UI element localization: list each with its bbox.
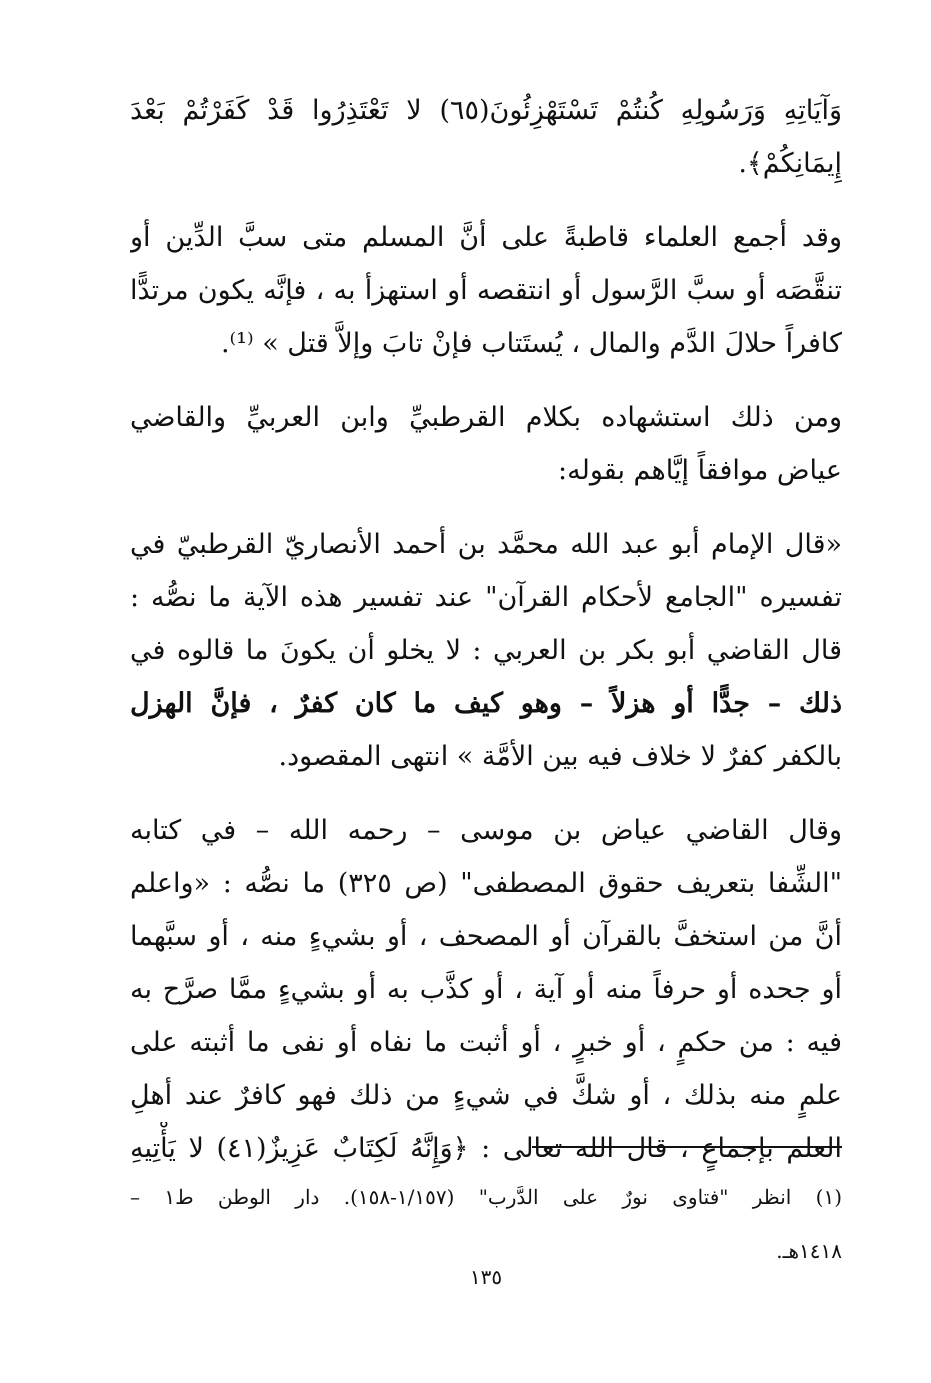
text-line: «قال الإمام أبو عبد الله محمَّد بن أحمد الأنصاريّ القرطبيّ في [130, 529, 842, 560]
text-line: "الشِّفا بتعريف حقوق المصطفى" (ص ٣٢٥) ما نصُّه : «واعلم [130, 868, 842, 899]
text-line: تنقَّصَه أو سبَّ الرَّسول أو انتقصه أو استهزأ به ، فإنَّه يكون مرتدًّا [130, 275, 842, 306]
text-line: ومن ذلك استشهاده بكلام القرطبيِّ وابن العربيِّ والقاضي [130, 402, 842, 433]
page-number: ١٣٥ [469, 1265, 503, 1289]
text-line: قال القاضي أبو بكر بن العربي : لا يخلو أن يكونَ ما قالوه في [130, 635, 842, 666]
text-line: العلم بإجماعٍ ، قال الله تعالى : ﴿وَإِنَّهُ لَكِتَابٌ عَزِيزٌ(٤١) لا يَأْتِيهِ [130, 1133, 842, 1164]
page-body [130, 84, 842, 1374]
text-line: أنَّ من استخفَّ بالقرآن أو المصحف ، أو بشيءٍ منه ، أو سبَّهما [130, 921, 842, 952]
footnote-line: ١٤١٨هـ. [776, 1239, 842, 1263]
paragraph-citation-intro [130, 391, 842, 497]
text-line: علمٍ منه بذلك ، أو شكَّ في شيءٍ من ذلك فهو كافرٌ عند أهلِ [130, 1080, 842, 1111]
footnote-separator [532, 1146, 842, 1148]
text-line: كافراً حلالَ الدَّم والمال ، يُستَتاب فإنْ تابَ وإلاَّ قتل » ⁽¹⁾. [220, 328, 842, 359]
paragraph-qadi-iyad-quote [130, 804, 842, 1175]
paragraph-qurtubi-quote [130, 518, 842, 783]
text-line: وَآيَاتِهِ وَرَسُولِهِ كُنتُمْ تَسْتَهْزِئُونَ(٦٥) لا تَعْتَذِرُوا قَدْ كَفَرْتُمْ بَعْدَ [130, 95, 842, 126]
text-line: تفسيره "الجامع لأحكام القرآن" عند تفسير هذه الآية ما نصُّه : [130, 582, 842, 613]
text-line: إِيمَانِكُمْ﴾. [738, 148, 842, 179]
paragraph-quran-verse [130, 84, 842, 190]
text-line: أو جحده أو حرفاً منه أو آية ، أو كذَّب به أو بشيءٍ ممَّا صرَّح به [130, 974, 842, 1005]
text-line: بالكفر كفرٌ لا خلاف فيه بين الأمَّة » انتهى المقصود. [278, 741, 842, 772]
paragraph-consensus [130, 211, 842, 370]
text-line: ذلك – جدًّا أو هزلاً – وهو كيف ما كان كفرٌ ، فإنَّ الهزل [130, 688, 842, 719]
footnote-line: (١) انظر "فتاوى نورٌ على الدَّرب" (١/١٥٧-١٥٨). دار الوطن ط١ – [130, 1185, 842, 1209]
text-line: عياض موافقاً إيَّاهم بقوله: [558, 455, 842, 486]
text-line: فيه : من حكمٍ ، أو خبرٍ ، أو أثبت ما نفاه أو نفى ما أثبته على [130, 1027, 842, 1058]
text-line: وقد أجمع العلماء قاطبةً على أنَّ المسلم متى سبَّ الدِّين أو [130, 222, 842, 253]
text-line: وقال القاضي عياض بن موسى – رحمه الله – في كتابه [130, 815, 842, 846]
